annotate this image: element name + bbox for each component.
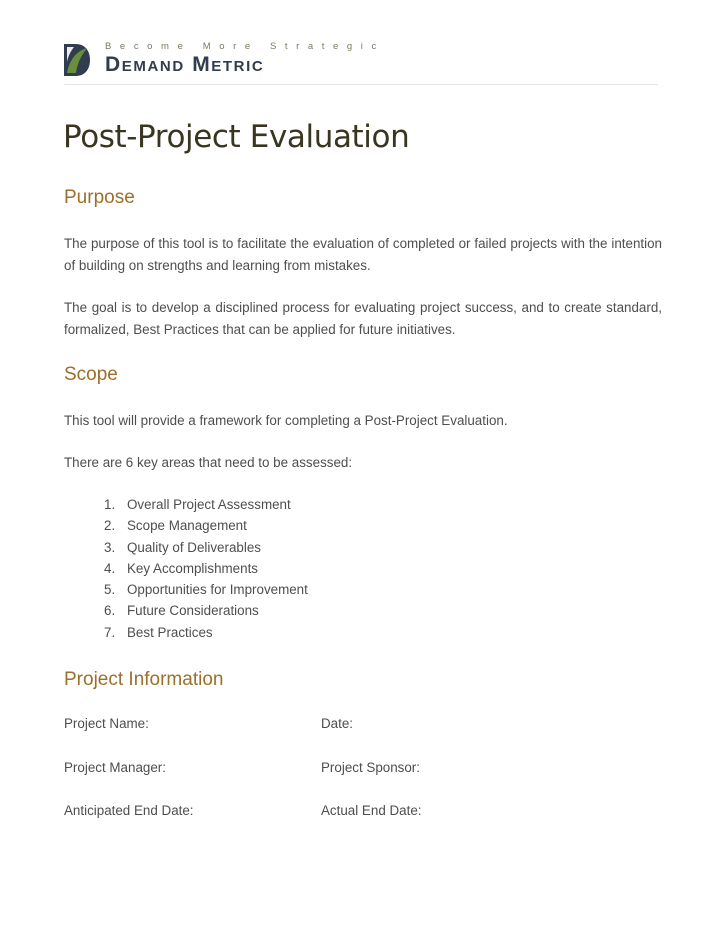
purpose-paragraph-1: The purpose of this tool is to facilitate the evaluation of completed or failed projects with the intention of building on strengths and learning from mistakes.: [64, 236, 662, 273]
list-item-label: Scope Management: [127, 518, 247, 534]
page-title: Post-Project Evaluation: [63, 119, 410, 155]
date-label: Date:: [321, 716, 354, 731]
list-item-number: 5.: [104, 582, 116, 598]
list-item-number: 3.: [104, 539, 116, 555]
list-item: [104, 622, 308, 643]
list-item-label: Best Practices: [127, 624, 213, 640]
list-item-number: 4.: [104, 560, 116, 576]
scope-paragraph-2: There are 6 key areas that need to be assessed:: [64, 455, 353, 470]
list-item: [104, 579, 308, 600]
scope-heading: Scope: [64, 364, 118, 385]
anticipated-end-date-label: Anticipated End Date:: [64, 803, 194, 818]
header-divider: [64, 84, 658, 85]
list-item: [104, 537, 308, 558]
purpose-paragraph-2: The goal is to develop a disciplined process for evaluating project success, and to create standard, formalized, Best Practices that can be applied for future initiatives.: [64, 300, 662, 337]
list-item: [104, 494, 308, 515]
list-item-label: Quality of Deliverables: [127, 539, 261, 555]
project-information-heading: Project Information: [64, 669, 224, 690]
actual-end-date-label: Actual End Date:: [321, 803, 422, 818]
purpose-heading: Purpose: [64, 187, 135, 208]
brand-name: Demand Metric: [105, 53, 265, 76]
project-sponsor-label: Project Sponsor:: [321, 760, 420, 775]
list-item-label: Overall Project Assessment: [127, 497, 291, 512]
list-item: [104, 600, 308, 621]
brand-header: [64, 40, 659, 86]
brand-tagline: Become More Strategic: [105, 41, 385, 52]
list-item-number: 6.: [104, 603, 116, 619]
list-item: [104, 515, 308, 536]
list-item: [104, 558, 308, 579]
list-item-label: Opportunities for Improvement: [127, 582, 308, 598]
list-item-number: 2.: [104, 518, 116, 534]
project-manager-label: Project Manager:: [64, 760, 166, 775]
list-item-label: Key Accomplishments: [127, 560, 258, 576]
key-areas-list: [104, 494, 308, 643]
scope-paragraph-1: This tool will provide a framework for completing a Post-Project Evaluation.: [64, 413, 508, 428]
project-name-label: Project Name:: [64, 716, 149, 731]
demand-metric-logo-icon: [64, 44, 90, 76]
list-item-number: 1.: [104, 497, 116, 512]
list-item-number: 7.: [104, 624, 116, 640]
list-item-label: Future Considerations: [127, 603, 259, 619]
